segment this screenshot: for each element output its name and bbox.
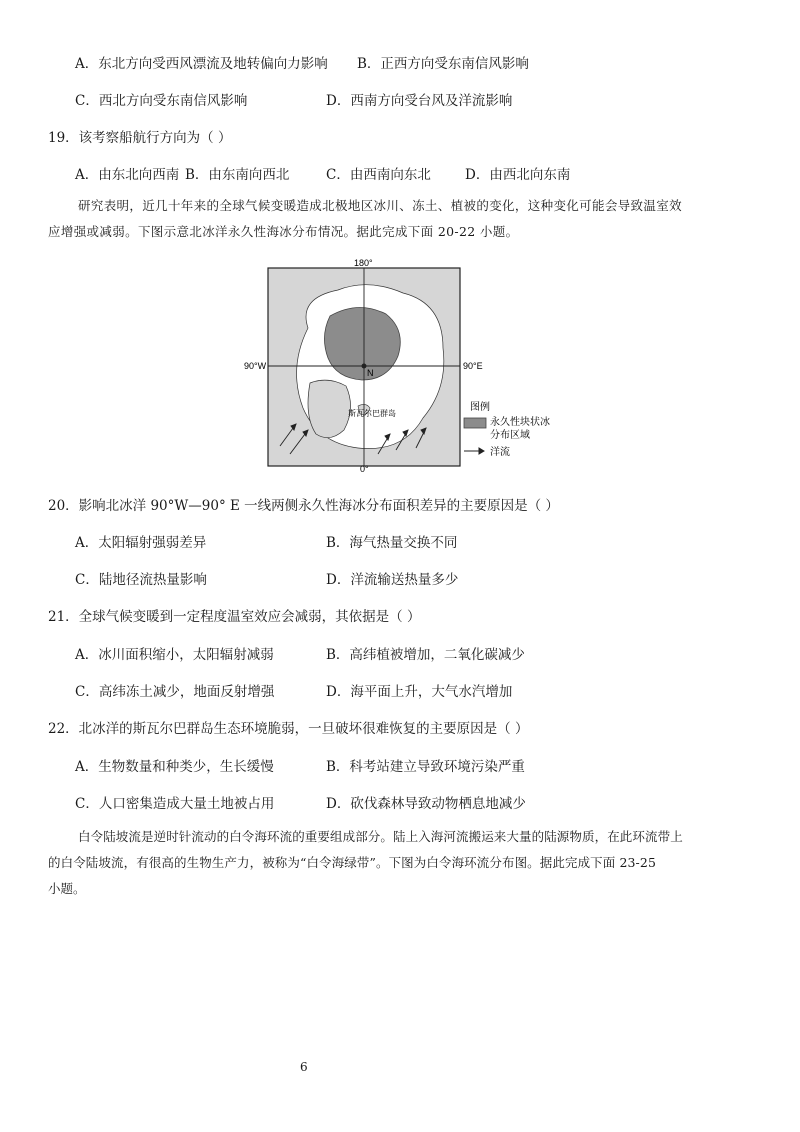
north-pole-point bbox=[362, 364, 367, 369]
legend-ice-swatch bbox=[464, 418, 486, 428]
q21-option-d: D．海平面上升，大气水汽增加 bbox=[326, 684, 513, 700]
arctic-sea-ice-map bbox=[238, 258, 578, 477]
q19-option-b: B．由东南向西北 bbox=[185, 167, 290, 183]
page-number: 6 bbox=[300, 1060, 308, 1074]
label-svalbard: 斯瓦尔巴群岛 bbox=[348, 409, 396, 418]
q20-option-a: A．太阳辐射强弱差异 bbox=[75, 535, 207, 551]
label-0: 0° bbox=[360, 464, 369, 473]
q19-option-d: D．由西北向东南 bbox=[465, 167, 571, 183]
label-90w: 90°W bbox=[244, 361, 267, 371]
legend-current-arrow bbox=[464, 448, 484, 454]
arctic-map-svg bbox=[238, 258, 578, 473]
perennial-ice-area bbox=[324, 307, 400, 380]
q20-option-b: B．海气热量交换不同 bbox=[326, 535, 458, 551]
q19-option-c: C．由西南向东北 bbox=[326, 167, 431, 183]
passage1-line1: 研究表明，近几十年来的全球气候变暖造成北极地区冰川、冻土、植被的变化，这种变化可能会导致温室效 bbox=[78, 198, 682, 213]
legend-title: 图例 bbox=[470, 402, 490, 413]
q21-option-b: B．高纬植被增加，二氧化碳减少 bbox=[326, 647, 525, 663]
label-90e: 90°E bbox=[463, 361, 483, 371]
label-180: 180° bbox=[354, 258, 373, 268]
q22-option-c: C．人口密集造成大量土地被占用 bbox=[75, 796, 275, 812]
q20-option-c: C．陆地径流热量影响 bbox=[75, 572, 207, 588]
passage2-line3: 小题。 bbox=[48, 881, 86, 896]
legend-current-label: 洋流 bbox=[490, 447, 510, 458]
q21-option-c: C．高纬冻土减少，地面反射增强 bbox=[75, 684, 275, 700]
passage2-line1: 白令陆坡流是逆时针流动的白令海环流的重要组成部分。陆上入海河流搬运来大量的陆源物质，在此环流带上 bbox=[78, 829, 683, 844]
q18-option-b: B．正西方向受东南信风影响 bbox=[357, 56, 529, 72]
q19-option-a: A．由东北向西南 bbox=[75, 167, 180, 183]
label-north-pole: N bbox=[367, 368, 374, 378]
q22-option-a: A．生物数量和种类少，生长缓慢 bbox=[75, 759, 274, 775]
passage2-line2: 的白令陆坡流，有很高的生物生产力，被称为“白令海绿带”。下图为白令海环流分布图。据此完成下面 23-25 bbox=[48, 855, 656, 870]
passage1-line2: 应增强或减弱。下图示意北冰洋永久性海冰分布情况。据此完成下面 20-22 小题。 bbox=[48, 224, 519, 239]
q18-option-d: D．西南方向受台风及洋流影响 bbox=[326, 93, 513, 109]
q21-option-a: A．冰川面积缩小，太阳辐射减弱 bbox=[75, 647, 274, 663]
q22-option-b: B．科考站建立导致环境污染严重 bbox=[326, 759, 525, 775]
q19-stem: 19．该考察船航行方向为（ ） bbox=[48, 130, 232, 146]
q22-stem: 22．北冰洋的斯瓦尔巴群岛生态环境脆弱，一旦破坏很难恢复的主要原因是（ ） bbox=[48, 721, 529, 737]
q20-option-d: D．洋流输送热量多少 bbox=[326, 572, 459, 588]
legend-ice-label-1: 永久性块状冰 bbox=[490, 417, 550, 428]
q18-option-a: A．东北方向受西风漂流及地转偏向力影响 bbox=[75, 56, 328, 72]
q21-stem: 21．全球气候变暖到一定程度温室效应会减弱，其依据是（ ） bbox=[48, 609, 421, 625]
q18-option-c: C．西北方向受东南信风影响 bbox=[75, 93, 248, 109]
legend-ice-label-2: 分布区域 bbox=[490, 430, 530, 441]
q22-option-d: D．砍伐森林导致动物栖息地减少 bbox=[326, 796, 526, 812]
q20-stem: 20．影响北冰洋 90°W—90° E 一线两侧永久性海冰分布面积差异的主要原因是（ ） bbox=[48, 498, 559, 514]
greenland-shape bbox=[308, 380, 351, 438]
